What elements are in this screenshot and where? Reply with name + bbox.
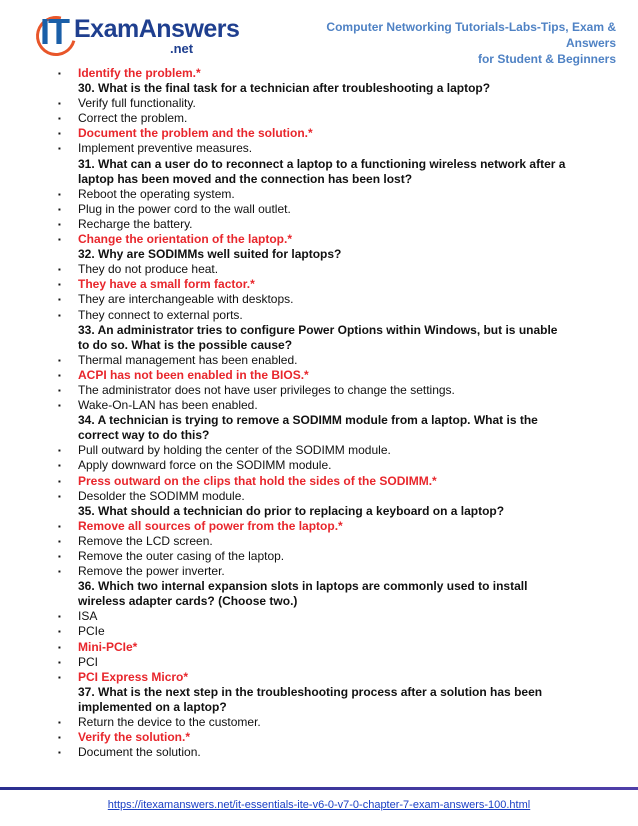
question-text [56,413,596,443]
answer-item [56,96,596,111]
answer-item [56,655,596,670]
site-logo[interactable] [40,11,240,56]
correct-answer-item [56,126,596,141]
answer-label: Verify the solution.* [78,730,191,745]
bullet-icon: ▪ [58,491,61,501]
bullet-icon: ▪ [58,355,61,365]
answer-label: Document the solution. [78,745,201,760]
correct-answer-item [56,368,596,383]
answer-label: Recharge the battery. [78,216,193,231]
bullet-icon: ▪ [58,295,61,305]
answer-item [56,534,596,549]
question-text [56,685,596,715]
bullet-icon: ▪ [58,552,61,561]
bullet-icon: ▪ [58,280,61,290]
bullet-icon: ▪ [58,310,61,320]
question-text [56,579,596,609]
answer-label: Desolder the SODIMM module. [78,488,245,503]
answer-item [56,398,596,413]
answer-item [56,111,596,126]
answer-label: PCI Express Micro* [78,669,189,684]
answer-label: Wake-On-LAN has been enabled. [78,398,258,413]
question-label: 32. Why are SODIMMs well suited for laptops? [78,247,342,262]
site-tagline [276,19,616,67]
answer-label: Verify full functionality. [78,96,196,111]
answer-item [56,715,596,730]
answer-label: ACPI has not been enabled in the BIOS.* [78,367,309,382]
question-text [56,504,596,519]
question-text [56,81,596,96]
answer-label: Remove all sources of power from the laptop.* [78,518,343,533]
answer-label: They connect to external ports. [78,307,243,322]
answer-label: Thermal management has been enabled. [78,352,298,367]
bullet-icon: ▪ [58,370,61,380]
question-label: 37. What is the next step in the troubleshooting process after a solution has been implemented on a laptop? [78,684,543,714]
bullet-icon: ▪ [58,536,61,546]
answer-item [56,292,596,307]
answer-item [56,141,596,156]
bullet-icon: ▪ [58,627,61,637]
answer-label: Return the device to the customer. [78,715,261,730]
bullet-icon: ▪ [58,99,61,109]
page-header [0,0,638,64]
bullet-icon: ▪ [58,401,61,411]
bullet-icon: ▪ [58,446,61,456]
question-label: 33. An administrator tries to configure Power Options within Windows, but is unable to do so. What is the possible cause? [78,322,558,352]
answer-item [56,443,596,458]
answer-label: Implement preventive measures. [78,141,253,156]
correct-answer-item [56,640,596,655]
answer-label: Change the orientation of the laptop.* [78,232,292,247]
answer-label: Remove the power inverter. [78,564,225,579]
answer-item [56,262,596,277]
logo-name-text: ExamAnswers [74,15,240,43]
answer-label: Apply downward force on the SODIMM module. [78,458,332,473]
answer-label: Identify the problem.* [78,66,201,80]
answer-item [56,187,596,202]
answer-item [56,549,596,564]
answer-label: Mini-PCIe* [78,639,138,654]
bullet-icon: ▪ [58,114,61,124]
answer-item [56,308,596,323]
answer-label: Pull outward by holding the center of the SODIMM module. [78,443,391,458]
answer-label: They have a small form factor.* [78,277,255,292]
bullet-icon: ▪ [58,718,61,728]
answer-item [56,609,596,624]
tagline-line-2: for Student & Beginners [477,52,616,66]
bullet-icon: ▪ [58,476,61,486]
bullet-icon: ▪ [58,748,61,758]
bullet-icon: ▪ [58,129,61,139]
correct-answer-item [56,66,596,81]
bullet-icon: ▪ [58,144,61,154]
answer-label: Document the problem and the solution.* [78,126,313,141]
correct-answer-item [56,277,596,292]
bullet-icon: ▪ [58,265,61,275]
answer-label: ISA [78,609,98,624]
correct-answer-item [56,670,596,685]
question-label: 30. What is the final task for a technician after troubleshooting a laptop? [78,81,491,96]
bullet-icon: ▪ [58,567,61,577]
bullet-icon: ▪ [58,69,61,78]
bullet-icon: ▪ [58,219,61,229]
logo-net-text: .net [170,41,194,56]
answer-item [56,564,596,579]
answer-item [56,383,596,398]
question-label: 36. Which two internal expansion slots in laptops are commonly used to install wireless adapter cards? (Choose two.) [78,579,528,609]
bullet-icon: ▪ [58,461,61,471]
question-text [56,157,596,187]
answer-label: Correct the problem. [78,111,188,126]
footer-divider [0,787,638,790]
bullet-icon: ▪ [58,204,61,214]
correct-answer-item [56,730,596,745]
bullet-icon: ▪ [58,385,61,395]
bullet-icon: ▪ [58,189,61,199]
bullet-icon: ▪ [58,235,61,245]
correct-answer-item [56,519,596,534]
tagline-line-1: Computer Networking Tutorials-Labs-Tips, Exam & Answers [326,20,616,50]
bullet-icon: ▪ [58,642,61,652]
logo-it-text: IT [40,11,68,52]
answer-item [56,458,596,473]
correct-answer-item [56,474,596,489]
bullet-icon: ▪ [58,733,61,743]
question-label: 35. What should a technician do prior to replacing a keyboard on a laptop? [78,503,505,518]
answer-item [56,202,596,217]
answer-label: PCI [78,654,99,669]
answer-item [56,353,596,368]
footer-url-link[interactable]: https://itexamanswers.net/it-essentials-ite-v6-0-v7-0-chapter-7-exam-answers-100.html [107,799,531,811]
bullet-icon: ▪ [58,657,61,667]
answer-item [56,489,596,504]
answer-label: PCIe [78,624,105,639]
exam-content [56,66,596,760]
question-text [56,323,596,353]
question-label: 31. What can a user do to reconnect a laptop to a functioning wireless network after a laptop has been moved and the connection has been lost? [78,156,566,186]
bullet-icon: ▪ [58,612,61,622]
answer-label: Remove the LCD screen. [78,533,213,548]
bullet-icon: ▪ [58,521,61,531]
answer-label: The administrator does not have user privileges to change the settings. [78,382,455,397]
answer-label: Press outward on the clips that hold the sides of the SODIMM.* [78,473,437,488]
question-text [56,247,596,262]
answer-label: Plug in the power cord to the wall outlet. [78,201,291,216]
answer-label: They do not produce heat. [78,262,219,277]
answer-label: Remove the outer casing of the laptop. [78,549,285,563]
answer-item [56,217,596,232]
answer-item [56,624,596,639]
bullet-icon: ▪ [58,672,61,682]
answer-label: They are interchangeable with desktops. [78,292,294,307]
correct-answer-item [56,232,596,247]
question-label: 34. A technician is trying to remove a SODIMM module from a laptop. What is the correct way to do this? [78,413,538,443]
answer-item [56,745,596,760]
answer-label: Reboot the operating system. [78,186,235,201]
